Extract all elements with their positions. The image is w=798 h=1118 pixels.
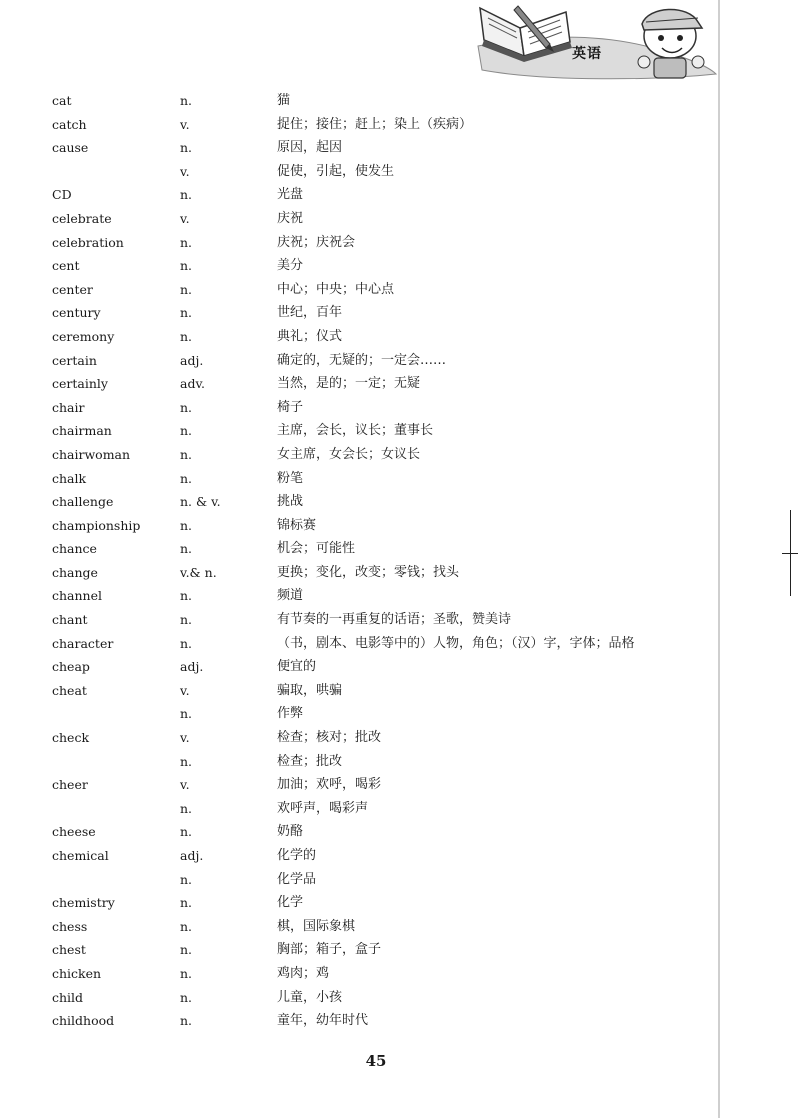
entry-part-of-speech: n. — [180, 305, 193, 321]
vocab-entry — [52, 820, 692, 844]
entry-word: character — [52, 635, 114, 651]
entry-word: cheat — [52, 682, 87, 698]
entry-part-of-speech: n. — [180, 446, 193, 462]
vocab-entry — [52, 231, 692, 255]
entry-part-of-speech: n. — [180, 918, 193, 934]
entry-part-of-speech: v.& n. — [180, 564, 217, 580]
entry-meaning: 欢呼声，喝彩声 — [277, 800, 369, 816]
entry-part-of-speech: n. — [180, 588, 193, 604]
entry-word: celebrate — [52, 210, 112, 226]
vocab-entry — [52, 750, 692, 774]
vocab-entry — [52, 467, 692, 491]
entry-word: chant — [52, 612, 88, 628]
entry-meaning: 骗取，哄骗 — [277, 682, 343, 698]
entry-meaning: 美分 — [277, 258, 304, 274]
page-edge — [718, 0, 720, 1118]
entry-meaning: 庆祝 — [277, 210, 304, 226]
entry-part-of-speech: n. — [180, 399, 193, 415]
entry-word: cheer — [52, 777, 88, 793]
entry-part-of-speech: n. — [180, 706, 193, 722]
entry-part-of-speech: n. — [180, 517, 193, 533]
entry-meaning: 女主席，女会长；女议长 — [277, 446, 421, 462]
entry-part-of-speech: n. — [180, 942, 193, 958]
entry-word: CD — [52, 187, 72, 203]
entry-part-of-speech: adj. — [180, 352, 204, 368]
vocab-entry — [52, 349, 692, 373]
entry-part-of-speech: n. — [180, 541, 193, 557]
entry-part-of-speech: n. — [180, 423, 193, 439]
entry-part-of-speech: n. — [180, 258, 193, 274]
entry-word: center — [52, 281, 93, 297]
vocab-entry — [52, 372, 692, 396]
entry-word: check — [52, 730, 90, 746]
entry-word: ceremony — [52, 328, 115, 344]
vocab-entry — [52, 915, 692, 939]
entry-word: child — [52, 989, 84, 1005]
entry-part-of-speech: adj. — [180, 659, 204, 675]
entry-part-of-speech: n. — [180, 187, 193, 203]
entry-word: childhood — [52, 1013, 115, 1029]
entry-part-of-speech: n. — [180, 612, 193, 628]
entry-meaning: 化学 — [277, 895, 304, 911]
entry-word: cheese — [52, 824, 96, 840]
subject-label: 英语 — [572, 46, 602, 62]
entry-part-of-speech: n. & v. — [180, 494, 221, 510]
entry-part-of-speech: adv. — [180, 376, 206, 392]
vocab-entry — [52, 1009, 692, 1033]
vocab-entry — [52, 419, 692, 443]
vocab-entry — [52, 537, 692, 561]
vocab-entry — [52, 301, 692, 325]
entry-word: channel — [52, 588, 102, 604]
entry-meaning: 典礼；仪式 — [277, 328, 343, 344]
entry-part-of-speech: n. — [180, 93, 193, 108]
vocab-entry — [52, 443, 692, 467]
entry-part-of-speech: v. — [180, 682, 190, 698]
entry-part-of-speech: adj. — [180, 848, 204, 863]
entry-part-of-speech: v. — [180, 116, 190, 132]
vocab-entry — [52, 891, 692, 915]
entry-word: cause — [52, 140, 89, 156]
vocab-entry — [52, 396, 692, 420]
entry-meaning: 频道 — [277, 588, 304, 604]
vocab-entry — [52, 514, 692, 538]
vocab-entry — [52, 938, 692, 962]
entry-part-of-speech: v. — [180, 163, 190, 179]
entry-meaning: 当然，是的；一定；无疑 — [277, 376, 421, 392]
entry-meaning: 庆祝；庆祝会 — [277, 234, 356, 250]
entry-word: championship — [52, 517, 141, 533]
vocab-entry — [52, 325, 692, 349]
vocab-entry — [52, 89, 692, 113]
entry-meaning: 作弊 — [277, 706, 304, 722]
entry-part-of-speech: n. — [180, 328, 193, 344]
vocab-entry — [52, 868, 692, 892]
entry-part-of-speech: n. — [180, 965, 193, 981]
vocab-entry — [52, 797, 692, 821]
entry-part-of-speech: n. — [180, 140, 193, 156]
entry-meaning: 粉笔 — [277, 470, 304, 486]
entry-meaning: 化学品 — [277, 871, 317, 887]
vocab-entry — [52, 608, 692, 632]
entry-meaning: 光盘 — [277, 187, 304, 203]
vocab-entry — [52, 183, 692, 207]
entry-word: chair — [52, 399, 85, 415]
vocab-entry — [52, 986, 692, 1010]
vocab-entry — [52, 254, 692, 278]
entry-meaning: 主席，会长，议长；董事长 — [277, 423, 434, 439]
entry-meaning: 胸部；箱子，盒子 — [277, 942, 382, 958]
entry-part-of-speech: n. — [180, 635, 193, 651]
entry-word: challenge — [52, 494, 114, 510]
entry-word: cent — [52, 258, 80, 274]
entry-word: certainly — [52, 376, 108, 392]
entry-part-of-speech: v. — [180, 777, 190, 793]
entry-part-of-speech: n. — [180, 281, 193, 297]
entry-word: certain — [52, 352, 97, 368]
entry-meaning: 奶酪 — [277, 824, 304, 840]
entry-meaning: 猫 — [277, 93, 291, 108]
entry-meaning: 椅子 — [277, 399, 304, 415]
vocab-entry — [52, 561, 692, 585]
vocabulary-list — [52, 89, 692, 1033]
entry-word: chemical — [52, 848, 109, 863]
entry-meaning: 有节奏的一再重复的话语；圣歌，赞美诗 — [277, 612, 512, 628]
entry-word: chairwoman — [52, 446, 131, 462]
entry-word: cat — [52, 93, 72, 108]
entry-meaning: （书，剧本、电影等中的）人物，角色；（汉）字，字体；品格 — [277, 635, 635, 651]
entry-word: chairman — [52, 423, 112, 439]
entry-meaning: 加油；欢呼，喝彩 — [277, 777, 382, 793]
entry-word: change — [52, 564, 98, 580]
entry-part-of-speech: n. — [180, 800, 193, 816]
vocab-entry — [52, 632, 692, 656]
entry-meaning: 世纪，百年 — [277, 305, 343, 321]
entry-meaning: 锦标赛 — [277, 517, 317, 533]
vocab-entry — [52, 702, 692, 726]
vocab-entry — [52, 679, 692, 703]
vocab-entry — [52, 278, 692, 302]
entry-part-of-speech: v. — [180, 730, 190, 746]
entry-meaning: 捉住；接住；赶上；染上（疾病） — [277, 116, 473, 132]
entry-part-of-speech: n. — [180, 871, 193, 887]
entry-meaning: 更换；变化，改变；零钱；找头 — [277, 564, 460, 580]
entry-word: chicken — [52, 965, 102, 981]
entry-part-of-speech: n. — [180, 824, 193, 840]
entry-word: chess — [52, 918, 88, 934]
vocab-entry — [52, 726, 692, 750]
entry-word: catch — [52, 116, 87, 132]
entry-meaning: 挑战 — [277, 494, 304, 510]
entry-meaning: 确定的，无疑的；一定会…… — [277, 352, 447, 368]
entry-meaning: 便宜的 — [277, 659, 317, 675]
entry-word: chest — [52, 942, 86, 958]
vocab-entry — [52, 655, 692, 679]
entry-meaning: 检查；批改 — [277, 753, 343, 769]
entry-meaning: 儿童，小孩 — [277, 989, 343, 1005]
entry-meaning: 童年，幼年时代 — [277, 1013, 369, 1029]
vocab-entry — [52, 113, 692, 137]
vocab-entry — [52, 773, 692, 797]
entry-part-of-speech: n. — [180, 895, 193, 911]
entry-part-of-speech: n. — [180, 1013, 193, 1029]
vocab-entry — [52, 160, 692, 184]
entry-word: century — [52, 305, 101, 321]
vocab-entry — [52, 207, 692, 231]
entry-word: chance — [52, 541, 97, 557]
entry-meaning: 中心；中央；中心点 — [277, 281, 395, 297]
vocab-entry — [52, 490, 692, 514]
entry-word: chalk — [52, 470, 87, 486]
crop-mark-horizontal — [782, 553, 798, 554]
entry-part-of-speech: n. — [180, 753, 193, 769]
vocab-entry — [52, 844, 692, 868]
vocab-entry — [52, 136, 692, 160]
entry-word: celebration — [52, 234, 124, 250]
entry-part-of-speech: n. — [180, 470, 193, 486]
entry-meaning: 棋，国际象棋 — [277, 918, 356, 934]
page-number: 45 — [365, 1052, 387, 1070]
entry-meaning: 鸡肉；鸡 — [277, 965, 330, 981]
entry-meaning: 促使，引起，使发生 — [277, 163, 395, 179]
entry-word: cheap — [52, 659, 90, 675]
entry-meaning: 检查；核对；批改 — [277, 730, 382, 746]
entry-part-of-speech: n. — [180, 234, 193, 250]
vocab-entry — [52, 584, 692, 608]
entry-part-of-speech: v. — [180, 210, 190, 226]
vocab-entry — [52, 962, 692, 986]
entry-word: chemistry — [52, 895, 115, 911]
entry-meaning: 原因，起因 — [277, 140, 343, 156]
entry-meaning: 机会；可能性 — [277, 541, 356, 557]
entry-meaning: 化学的 — [277, 848, 317, 863]
entry-part-of-speech: n. — [180, 989, 193, 1005]
